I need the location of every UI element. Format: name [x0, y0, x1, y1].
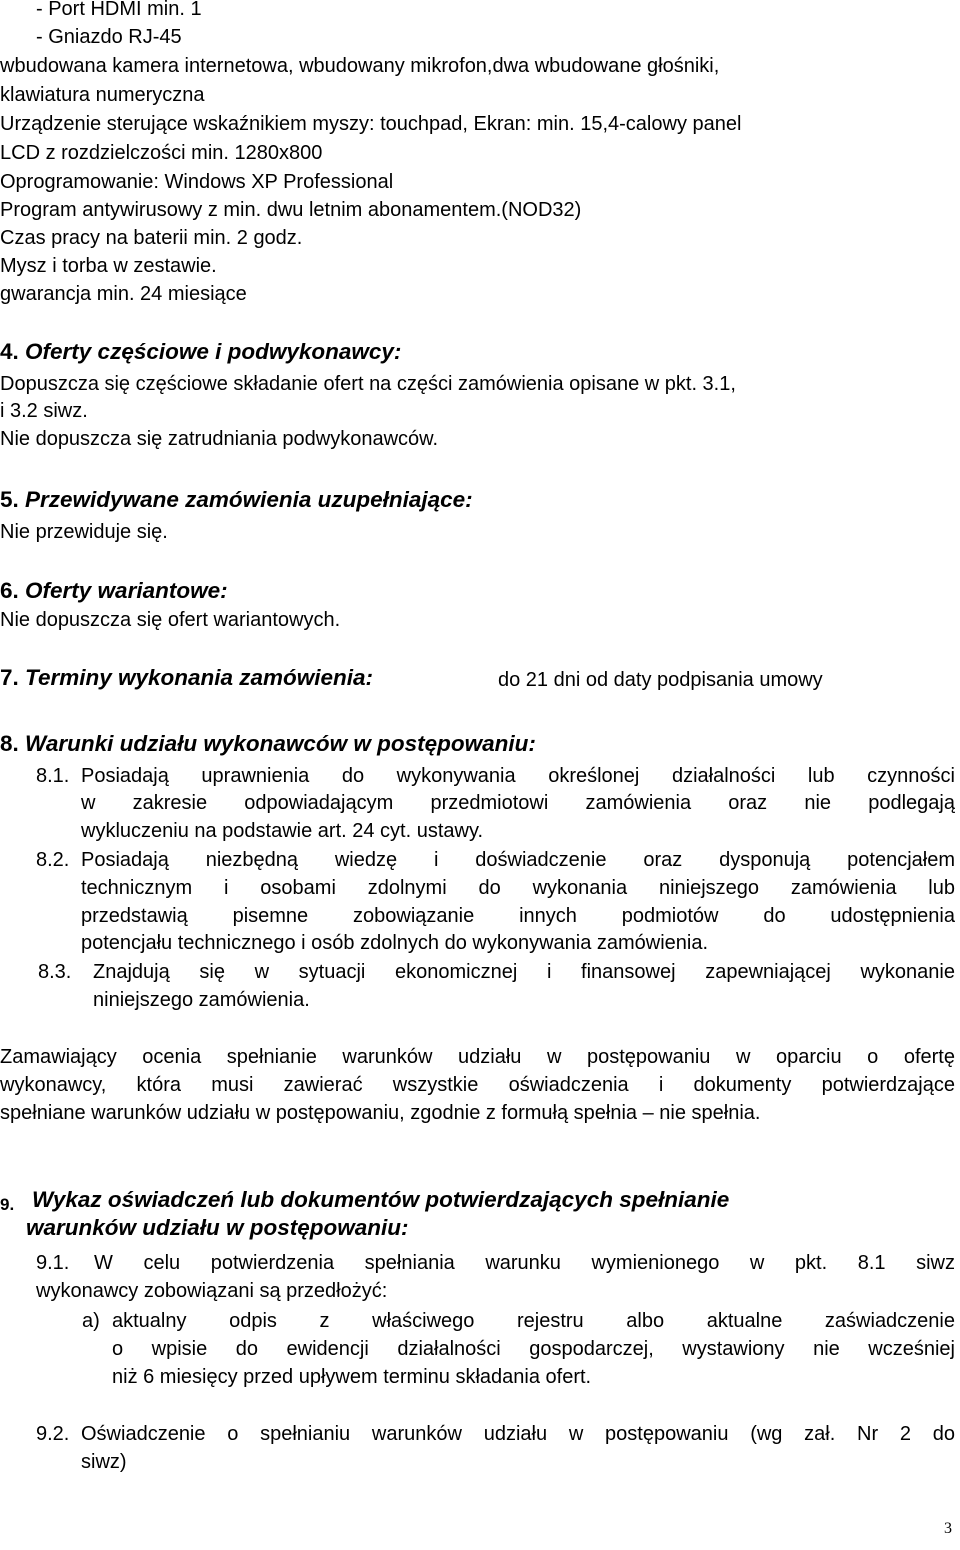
body-line: Zamawiający ocenia spełnianie warunków udziału w postępowaniu w oparciu o ofertę — [0, 1046, 955, 1068]
section-number: 4. — [0, 339, 19, 364]
section-number: 7. — [0, 665, 19, 690]
body-line: Nie dopuszcza się ofert wariantowych. — [0, 609, 341, 631]
item-number: 9.2. — [36, 1423, 70, 1445]
item-number: 8.3. — [38, 961, 72, 983]
body-line: W celu potwierdzenia spełniania warunku wymienionego w pkt. 8.1 siwz — [94, 1252, 955, 1274]
item-number: 9.1. — [36, 1252, 70, 1274]
section-title: Wykaz oświadczeń lub dokumentów potwierdzających spełnianie — [32, 1187, 730, 1212]
section-title: warunków udziału w postępowaniu: — [26, 1215, 409, 1240]
intro-line: wbudowana kamera internetowa, wbudowany mikrofon,dwa wbudowane głośniki, — [0, 55, 720, 77]
body-line: niż 6 miesięcy przed upływem terminu składania ofert. — [112, 1366, 592, 1388]
body-line: wykonawcy, która musi zawierać wszystkie oświadczenia i dokumenty potwierdzające — [0, 1074, 955, 1096]
section-title: Oferty częściowe i podwykonawcy: — [25, 339, 402, 364]
intro-line: gwarancja min. 24 miesiące — [0, 283, 247, 305]
section-title: Oferty wariantowe: — [25, 578, 228, 603]
intro-line: Mysz i torba w zestawie. — [0, 255, 217, 277]
body-line: siwz) — [81, 1451, 127, 1473]
body-line: Nie dopuszcza się zatrudniania podwykonawców. — [0, 428, 439, 450]
intro-line: Program antywirusowy z min. dwu letnim abonamentem.(NOD32) — [0, 199, 582, 221]
item-label: a) — [82, 1310, 100, 1332]
section-title: Warunki udziału wykonawców w postępowaniu: — [25, 731, 536, 756]
section-heading — [0, 338, 401, 366]
body-line: wykonawcy zobowiązani są przedłożyć: — [36, 1280, 388, 1302]
section-number: 6. — [0, 578, 19, 603]
intro-line: Urządzenie sterujące wskaźnikiem myszy: touchpad, Ekran: min. 15,4-calowy panel — [0, 113, 742, 135]
section-number: 9. — [0, 1195, 15, 1214]
body-line: o wpisie do ewidencji działalności gospodarczej, wystawiony nie wcześniej — [112, 1338, 955, 1360]
body-line: aktualny odpis z właściwego rejestru albo aktualne zaświadczenie — [112, 1310, 955, 1332]
body-line: Oświadczenie o spełnianiu warunków udziału w postępowaniu (wg zał. Nr 2 do — [81, 1423, 955, 1445]
body-line: niniejszego zamówienia. — [93, 989, 310, 1011]
section-title: Przewidywane zamówienia uzupełniające: — [25, 487, 473, 512]
section-heading — [0, 486, 473, 514]
body-line: Nie przewiduje się. — [0, 521, 168, 543]
body-line: Dopuszcza się częściowe składanie ofert na części zamówienia opisane w pkt. 3.1, — [0, 373, 736, 395]
section-heading — [0, 577, 228, 605]
body-line: przedstawią pisemne zobowiązanie innych podmiotów do udostępnienia — [81, 905, 955, 927]
body-line: potencjału technicznego i osób zdolnych do wykonywania zamówienia. — [81, 932, 709, 954]
body-line: spełniane warunków udziału w postępowaniu, zgodnie z formułą spełnia – nie spełnia. — [0, 1102, 761, 1124]
section-heading — [0, 730, 536, 758]
page-number: 3 — [944, 1520, 952, 1537]
section-heading — [0, 664, 373, 692]
body-line: w zakresie odpowiadającym przedmiotowi zamówienia oraz nie podlegają — [81, 792, 955, 814]
section-title: Terminy wykonania zamówienia: — [25, 665, 374, 690]
body-line: technicznym i osobami zdolnymi do wykonania niniejszego zamówienia lub — [81, 877, 955, 899]
body-line: Posiadają niezbędną wiedzę i doświadczenie oraz dysponują potencjałem — [81, 849, 955, 871]
section-number: 8. — [0, 731, 19, 756]
intro-line: Czas pracy na baterii min. 2 godz. — [0, 227, 303, 249]
item-number: 8.1. — [36, 765, 70, 787]
intro-line: klawiatura numeryczna — [0, 84, 205, 106]
body-line: i 3.2 siwz. — [0, 400, 88, 422]
item-number: 8.2. — [36, 849, 70, 871]
intro-line: - Gniazdo RJ-45 — [36, 26, 182, 48]
body-line: do 21 dni od daty podpisania umowy — [498, 669, 823, 691]
body-line: wykluczeniu na podstawie art. 24 cyt. ustawy. — [81, 820, 484, 842]
intro-line: - Port HDMI min. 1 — [36, 0, 202, 20]
body-line: Znajdują się w sytuacji ekonomicznej i finansowej zapewniającej wykonanie — [93, 961, 955, 983]
intro-line: LCD z rozdzielczości min. 1280x800 — [0, 142, 323, 164]
section-number: 5. — [0, 487, 19, 512]
body-line: Posiadają uprawnienia do wykonywania określonej działalności lub czynności — [81, 765, 955, 787]
intro-line: Oprogramowanie: Windows XP Professional — [0, 171, 394, 193]
